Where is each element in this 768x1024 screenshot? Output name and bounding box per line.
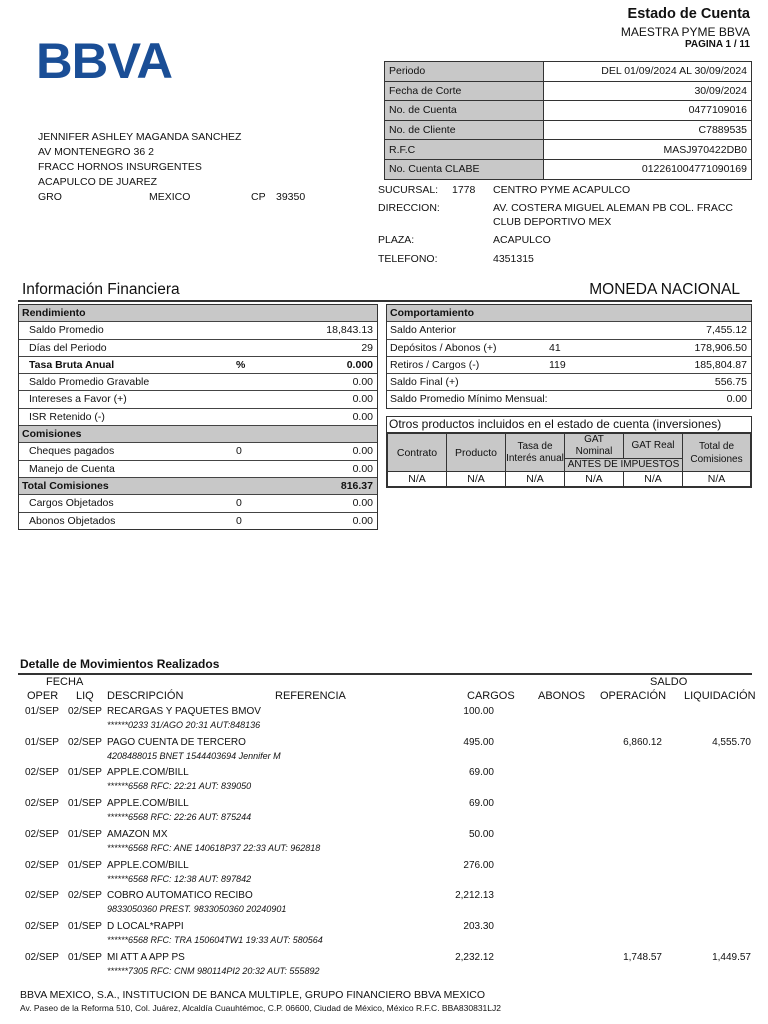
account-info-row <box>385 140 752 160</box>
summary-row <box>387 322 751 339</box>
header-operacion: OPERACIÓN <box>600 690 667 702</box>
row-value: 178,906.50 <box>694 341 747 354</box>
customer-city: ACAPULCO DE JUAREZ <box>38 176 158 188</box>
account-info-label: Periodo <box>385 62 544 82</box>
header-cargos: CARGOS <box>467 690 515 702</box>
account-info-row <box>385 62 752 82</box>
header-liquidacion: LIQUIDACIÓN <box>684 690 756 702</box>
oper-date: 02/SEP <box>25 859 59 871</box>
account-info-value: 0477109016 <box>544 101 752 121</box>
row-label: Saldo Promedio <box>29 324 104 337</box>
account-info-value: 012261004771090169 <box>544 159 752 179</box>
otros-value: N/A <box>447 472 506 487</box>
reference: ******6568 RFC: 22:21 AUT: 839050 <box>107 781 252 792</box>
antes-de-impuestos: ANTES DE IMPUESTOS <box>565 459 683 472</box>
row-value: 0.00 <box>352 514 373 527</box>
liq-date: 01/SEP <box>68 798 102 810</box>
row-label: Días del Periodo <box>29 341 107 354</box>
otros-productos-box <box>386 416 752 488</box>
saldo-operacion: 1,748.57 <box>623 951 662 963</box>
summary-row <box>19 357 377 374</box>
row-value: 556.75 <box>714 376 747 389</box>
saldo-operacion: 6,860.12 <box>623 736 662 748</box>
otros-productos-table <box>387 433 751 487</box>
otros-value: N/A <box>506 472 565 487</box>
summary-row <box>19 513 377 529</box>
row-count: 0 <box>236 497 242 510</box>
row-value: 185,804.87 <box>694 358 747 371</box>
account-info-label: No. Cuenta CLABE <box>385 159 544 179</box>
reference: ******0233 31/AGO 20:31 AUT:848136 <box>107 720 261 730</box>
oper-date: 01/SEP <box>25 736 59 748</box>
cargo-amount: 203.30 <box>463 920 494 932</box>
liq-date: 01/SEP <box>68 767 102 779</box>
oper-date: 01/SEP <box>25 706 59 717</box>
comportamiento-box <box>386 304 752 409</box>
oper-date: 02/SEP <box>25 798 59 810</box>
reference: 9833050360 PREST. 9833050360 20240901 <box>107 904 287 915</box>
reference: ******6568 RFC: 22:26 AUT: 875244 <box>107 812 252 823</box>
total-comisiones-row <box>19 478 377 495</box>
summary-row <box>19 391 377 408</box>
cargo-amount: 276.00 <box>463 859 494 871</box>
row-value: 0.00 <box>352 462 373 475</box>
cargo-amount: 69.00 <box>468 767 494 779</box>
row-count: % <box>236 358 246 371</box>
sucursal-number: 1778 <box>452 184 476 196</box>
row-label: Cargos Objetados <box>29 497 114 510</box>
cargo-amount: 100.00 <box>463 706 494 717</box>
row-value: 0.00 <box>352 410 373 423</box>
comisiones-header-label: Comisiones <box>22 428 82 441</box>
plaza-label: PLAZA: <box>378 234 415 246</box>
header-saldo: SALDO <box>650 676 688 688</box>
customer-cp-label: CP <box>251 191 266 203</box>
oper-date: 02/SEP <box>25 767 59 779</box>
row-count: 41 <box>549 341 561 354</box>
description: APPLE.COM/BILL <box>107 767 189 779</box>
summary-row <box>19 495 377 512</box>
account-info-table <box>384 61 752 180</box>
section-divider <box>18 300 752 302</box>
description: D LOCAL*RAPPI <box>107 920 184 932</box>
row-value: 29 <box>361 341 373 354</box>
summary-row <box>387 357 751 374</box>
row-label: Retiros / Cargos (-) <box>390 358 480 371</box>
liq-date: 02/SEP <box>68 890 102 902</box>
product-name: MAESTRA PYME BBVA <box>620 25 750 39</box>
account-info-label: No. de Cliente <box>385 120 544 140</box>
row-label: Saldo Anterior <box>390 324 456 337</box>
description: COBRO AUTOMATICO RECIBO <box>107 890 253 902</box>
customer-cp: 39350 <box>276 191 306 203</box>
col-total-comisiones: Total de Comisiones <box>683 434 751 472</box>
footer-address: Av. Paseo de la Reforma 510, Col. Juárez, Alcaldía Cuauhtémoc, C.P. 06600, Ciudad de México, México R.F.C. BBA830831LJ2 <box>20 1003 501 1013</box>
liq-date: 02/SEP <box>68 736 102 748</box>
financial-info-title: Información Financiera <box>22 281 180 298</box>
customer-state: GRO <box>38 191 62 203</box>
summary-row <box>387 391 751 407</box>
otros-value: N/A <box>565 472 624 487</box>
total-comisiones-value: 816.37 <box>340 479 373 492</box>
customer-street: AV MONTENEGRO 36 2 <box>38 146 154 158</box>
row-value: 7,455.12 <box>706 324 747 337</box>
customer-country: MEXICO <box>149 191 191 203</box>
customer-colony: FRACC HORNOS INSURGENTES <box>38 161 202 173</box>
row-count: 0 <box>236 514 242 527</box>
header-liq: LIQ <box>76 690 94 702</box>
account-info-value: C7889535 <box>544 120 752 140</box>
liq-date: 01/SEP <box>68 859 102 871</box>
summary-row <box>19 461 377 478</box>
row-label: Manejo de Cuenta <box>29 462 115 475</box>
direccion-label: DIRECCION: <box>378 202 440 214</box>
liq-date: 01/SEP <box>68 951 102 963</box>
row-value: 0.00 <box>352 445 373 458</box>
rendimiento-header-label: Rendimiento <box>22 307 86 319</box>
sucursal-label: SUCURSAL: <box>378 184 439 196</box>
account-info-value: DEL 01/09/2024 AL 30/09/2024 <box>544 62 752 82</box>
row-value: 0.00 <box>726 393 747 406</box>
row-value: 0.00 <box>352 376 373 389</box>
oper-date: 02/SEP <box>25 951 59 963</box>
summary-row <box>387 374 751 391</box>
description: PAGO CUENTA DE TERCERO <box>107 736 246 748</box>
comportamiento-header-label: Comportamiento <box>390 307 474 319</box>
otros-value: N/A <box>683 472 751 487</box>
comisiones-header <box>19 426 377 443</box>
description: MI ATT A APP PS <box>107 951 185 963</box>
cargo-amount: 69.00 <box>468 798 494 810</box>
row-count: 0 <box>236 445 242 458</box>
cargo-amount: 50.00 <box>468 828 494 840</box>
rendimiento-comisiones-box <box>18 304 378 530</box>
logo-text: BBVA <box>36 36 172 82</box>
footer-bank-name: BBVA MEXICO, S.A., INSTITUCION DE BANCA MULTIPLE, GRUPO FINANCIERO BBVA MEXICO <box>20 989 486 1001</box>
reference: ******6568 RFC: ANE 140618P37 22:33 AUT: 962818 <box>107 842 321 853</box>
comportamiento-header <box>387 305 751 322</box>
saldo-liquidacion: 4,555.70 <box>712 736 751 748</box>
rendimiento-header <box>19 305 377 322</box>
summary-row <box>387 340 751 357</box>
row-label: Depósitos / Abonos (+) <box>390 341 497 354</box>
summary-row <box>19 443 377 460</box>
oper-date: 02/SEP <box>25 828 59 840</box>
col-producto: Producto <box>447 434 506 472</box>
header-referencia: REFERENCIA <box>275 690 346 702</box>
row-count: 119 <box>549 358 566 371</box>
movements-title: Detalle de Movimientos Realizados <box>20 657 220 671</box>
header-abonos: ABONOS <box>538 690 586 702</box>
summary-row <box>19 340 377 357</box>
row-value: 0.00 <box>352 497 373 510</box>
description: AMAZON MX <box>107 828 168 840</box>
direccion-line1: AV. COSTERA MIGUEL ALEMAN PB COL. FRACC <box>493 202 734 214</box>
liq-date: 01/SEP <box>68 828 102 840</box>
otros-value: N/A <box>388 472 447 487</box>
total-comisiones-label: Total Comisiones <box>22 479 109 492</box>
account-info-row <box>385 81 752 101</box>
col-gat-nominal: GAT Nominal <box>565 434 624 459</box>
row-label: Cheques pagados <box>29 445 115 458</box>
summary-row <box>19 374 377 391</box>
row-label: Intereses a Favor (+) <box>29 393 127 406</box>
currency-label: MONEDA NACIONAL <box>589 281 740 298</box>
oper-date: 02/SEP <box>25 920 59 932</box>
description: APPLE.COM/BILL <box>107 798 189 810</box>
account-info-value: 30/09/2024 <box>544 81 752 101</box>
reference: ******6568 RFC: TRA 150604TW1 19:33 AUT: 580564 <box>107 934 323 945</box>
account-info-label: No. de Cuenta <box>385 101 544 121</box>
description: RECARGAS Y PAQUETES BMOV <box>107 706 261 717</box>
document-title: Estado de Cuenta <box>627 6 750 22</box>
otros-value: N/A <box>624 472 683 487</box>
header-descripcion: DESCRIPCIÓN <box>107 690 184 702</box>
row-label: Tasa Bruta Anual <box>29 358 115 371</box>
page-indicator: PAGINA 1 / 11 <box>684 39 750 50</box>
account-info-value: MASJ970422DB0 <box>544 140 752 160</box>
sucursal-name: CENTRO PYME ACAPULCO <box>493 184 631 196</box>
account-info-row <box>385 120 752 140</box>
telefono-value: 4351315 <box>493 253 534 265</box>
description: APPLE.COM/BILL <box>107 859 189 871</box>
col-gat-real: GAT Real <box>624 434 683 459</box>
summary-row <box>19 409 377 426</box>
telefono-label: TELEFONO: <box>378 253 438 265</box>
cargo-amount: 2,212.13 <box>455 890 494 902</box>
customer-name: JENNIFER ASHLEY MAGANDA SANCHEZ <box>38 131 242 143</box>
otros-productos-title: Otros productos incluidos en el estado de cuenta (inversiones) <box>387 417 751 433</box>
direccion-line2: CLUB DEPORTIVO MEX <box>493 216 612 228</box>
bbva-logo <box>36 36 176 82</box>
header-oper: OPER <box>27 690 59 702</box>
account-info-label: Fecha de Corte <box>385 81 544 101</box>
oper-date: 02/SEP <box>25 890 59 902</box>
liq-date: 02/SEP <box>68 706 102 717</box>
header-fecha: FECHA <box>46 676 84 688</box>
row-value: 18,843.13 <box>326 324 373 337</box>
col-tasa: Tasa de Interés anual <box>506 434 565 472</box>
row-label: ISR Retenido (-) <box>29 410 105 423</box>
reference: 4208488015 BNET 1544403694 Jennifer M <box>107 750 281 761</box>
account-info-label: R.F.C <box>385 140 544 160</box>
row-label: Saldo Promedio Gravable <box>29 376 150 389</box>
account-info-row <box>385 101 752 121</box>
row-label: Saldo Promedio Mínimo Mensual: <box>390 393 548 406</box>
liq-date: 01/SEP <box>68 920 102 932</box>
reference: ******6568 RFC: 12:38 AUT: 897842 <box>107 873 252 884</box>
row-label: Abonos Objetados <box>29 514 116 527</box>
row-value: 0.000 <box>346 358 373 371</box>
cargo-amount: 2,232.12 <box>455 951 494 963</box>
col-contrato: Contrato <box>388 434 447 472</box>
row-label: Saldo Final (+) <box>390 376 459 389</box>
cargo-amount: 495.00 <box>463 736 494 748</box>
movements-divider <box>18 673 752 675</box>
customer-address <box>38 130 306 205</box>
reference: ******7305 RFC: CNM 980114PI2 20:32 AUT: 555892 <box>107 965 320 976</box>
plaza-value: ACAPULCO <box>493 234 551 246</box>
account-info-row <box>385 159 752 179</box>
saldo-liquidacion: 1,449.57 <box>712 951 751 963</box>
summary-row <box>19 322 377 339</box>
row-value: 0.00 <box>352 393 373 406</box>
